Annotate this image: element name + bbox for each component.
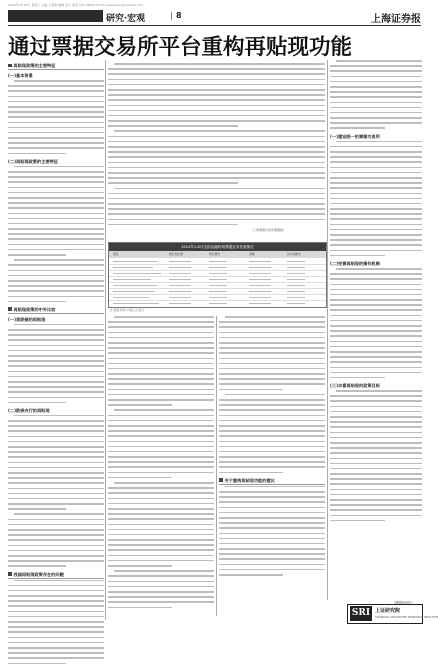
logo-mark: SRI <box>350 606 372 621</box>
sub-heading: (一)美联储的再贴现 <box>8 316 46 322</box>
column-4 <box>330 60 422 596</box>
table-col-header: 比年初增长 <box>287 252 301 256</box>
sub-heading: (二)再贴现政策的主要特征 <box>8 158 58 164</box>
article-headline: 通过票据交易所平台重构再贴现功能 <box>8 35 353 60</box>
logo-text: 上证研究院 <box>375 608 401 614</box>
section-label: 研究·宏观 <box>106 14 146 24</box>
sub-heading: (一)基本背景 <box>8 73 33 78</box>
table-col-header: 累计发生额 <box>169 252 183 256</box>
sub-heading: (一)建设统一的票据交易所 <box>330 133 380 139</box>
table-col-header: 项目 <box>113 252 119 256</box>
column-2 <box>108 316 214 616</box>
sub-heading: (二)欧洲央行的再贴现 <box>8 407 50 413</box>
table-col-header: 同比增长 <box>209 252 221 256</box>
column-divider <box>216 316 217 616</box>
logo-subtext: SHANGHAI SECURITIES RESEARCH INSTITUTE <box>375 615 438 619</box>
page-number: 8 <box>176 11 182 20</box>
table-note: 注:数据来源为中国人民银行 <box>110 308 145 312</box>
lead-author: （上海票据交易所课题组） <box>250 228 287 232</box>
column-divider <box>105 60 106 620</box>
masthead <box>8 9 421 26</box>
section-heading: 再贴现政策的中外比较 <box>8 306 104 314</box>
column-3 <box>219 316 325 616</box>
section-heading: 关于重构再贴现功能的建议 <box>219 477 325 485</box>
sub-heading: (三)丰富再贴现的政策目标 <box>330 383 380 389</box>
sub-heading: (二)完善再贴现的操作机制 <box>330 260 380 266</box>
column-divider <box>327 60 328 600</box>
table-title: 2014年1-6月全国金融机构票据业务发展情况 <box>109 243 326 251</box>
article-lead <box>108 63 325 229</box>
section-heading: 再贴现政策的主要特征 <box>8 62 104 70</box>
institute-logo <box>347 604 438 624</box>
data-table <box>108 242 327 308</box>
section-heading: 我国再贴现政策存在的问题 <box>8 571 104 579</box>
author-credit: （课题组成员） <box>392 601 415 605</box>
column-1 <box>8 60 104 620</box>
table-row <box>109 301 326 306</box>
newspaper-brand: 上海证券报 <box>371 14 421 25</box>
masthead-separator: | <box>170 11 173 20</box>
table-header <box>109 251 326 258</box>
masthead-bar <box>8 10 103 22</box>
topline-left-text: 2014年9月18日 星期三 主编 王嘉晓 编辑 张宁 电话 021-38967725 E-mail:jiahao@cnstock.com <box>8 3 144 7</box>
table-col-header: 余额 <box>249 252 255 256</box>
